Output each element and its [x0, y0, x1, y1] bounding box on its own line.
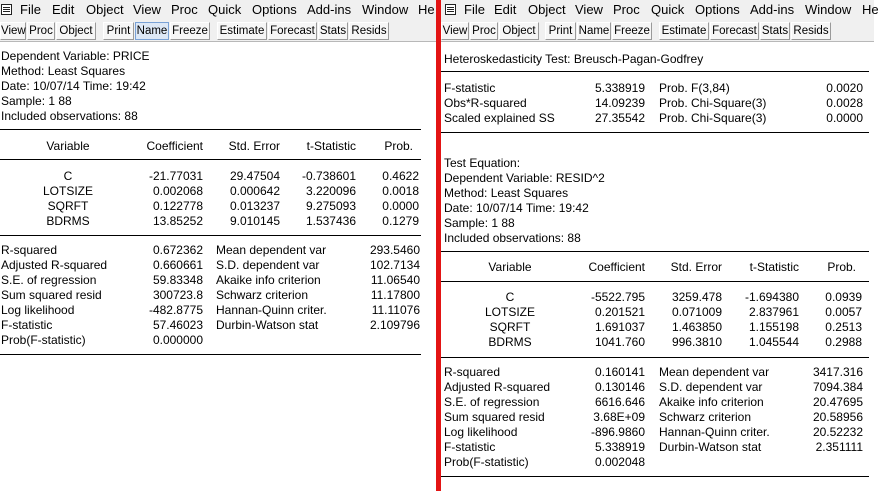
column-header-prob: Prob. [384, 139, 413, 153]
menu-view[interactable]: View [575, 2, 603, 17]
method: Method: Least Squares [1, 64, 126, 78]
menu-edit[interactable]: Edit [494, 2, 517, 17]
left-toolbar [0, 20, 436, 42]
stats-button[interactable]: Stats [760, 22, 790, 40]
left-menubar [0, 0, 436, 20]
print-button[interactable]: Print [545, 22, 576, 40]
proc-button[interactable]: Proc [27, 22, 55, 40]
menu-quick[interactable]: Quick [651, 2, 685, 17]
stats-rule-bottom [0, 354, 421, 355]
menu-addins[interactable]: Add-ins [307, 2, 352, 17]
column-header-std-error: Std. Error [670, 260, 722, 274]
menu-addins[interactable]: Add-ins [750, 2, 795, 17]
column-header-prob: Prob. [827, 260, 856, 274]
menu-object[interactable]: Object [86, 2, 124, 17]
test-equation-label: Test Equation: [444, 156, 521, 170]
column-header-t-statistic: t-Statistic [306, 139, 356, 153]
date-time: Date: 10/07/14 Time: 19:42 [444, 201, 589, 215]
menu-options[interactable]: Options [252, 2, 297, 17]
top-rule [441, 251, 869, 252]
observations: Included observations: 88 [444, 231, 581, 245]
header-rule [441, 281, 869, 282]
menu-proc[interactable]: Proc [613, 2, 640, 17]
column-header-variable: Variable [46, 139, 90, 153]
column-header-coefficient: Coefficient [146, 139, 203, 153]
window-menu-icon[interactable] [1, 4, 12, 15]
print-button[interactable]: Print [103, 22, 134, 40]
resids-button[interactable]: Resids [791, 22, 831, 40]
name-button[interactable]: Name [135, 22, 169, 40]
stats-rule-top [0, 235, 421, 236]
menu-window[interactable]: Window [362, 2, 409, 17]
column-header-std-error: Std. Error [228, 139, 280, 153]
sample: Sample: 1 88 [444, 216, 515, 230]
menu-edit[interactable]: Edit [52, 2, 75, 17]
menu-help-truncated[interactable]: He [418, 2, 435, 17]
sample: Sample: 1 88 [1, 94, 72, 108]
window-menu-icon[interactable] [445, 4, 456, 15]
resids-button[interactable]: Resids [349, 22, 389, 40]
freeze-button[interactable]: Freeze [612, 22, 652, 40]
top-rule [0, 129, 421, 130]
menu-file[interactable]: File [464, 2, 485, 17]
view-button[interactable]: View [0, 22, 26, 40]
menu-help-truncated[interactable]: He [862, 2, 879, 17]
test-rule-top [441, 71, 869, 72]
observations: Included observations: 88 [1, 109, 138, 123]
stats-rule-top [441, 357, 869, 358]
object-button[interactable]: Object [56, 22, 96, 40]
stats-button[interactable]: Stats [318, 22, 348, 40]
menu-object[interactable]: Object [528, 2, 566, 17]
menu-options[interactable]: Options [695, 2, 740, 17]
forecast-button[interactable]: Forecast [710, 22, 759, 40]
object-button[interactable]: Object [499, 22, 539, 40]
right-menubar [441, 0, 879, 20]
left-output-window: File Edit Object View Proc Quick Options Add-ins Window He View Proc Object Print Name Freeze Estimate Forecast Stats Resids Dependent Variable: PRICE Method: Least Squares Date: 10/07/14 Time: 19:42 Sample: 1 88 Included observations: 88 Variable Coefficient Std. Error t-Statistic Prob. C -21.77031 29.47504 -0.738601 0.4622 LOTSIZE 0.002068 0.000642 3.220096 0.0018 SQRFT 0.122778 0.013237 9.275093 0.0000 BDRMS 13.85252 9.010145 1.537436 0.1279 R-squared 0.672362 Mean dependent var 293.5460 Adjusted R-squared 0.660661 S.D. dependent var 102.7134 S.E. of regression 59.83348 Akaike info criterion 11.06540 Sum squared resid 300723.8 Schwarz criterion 11.17800 Log likelihood -482.8775 Hannan-Quinn criter. 11.11076 F-statistic 57.46023 Durbin-Watson stat 2.109796 Prob(F-statistic) 0.000000 [0, 0, 436, 491]
date-time: Date: 10/07/14 Time: 19:42 [1, 79, 146, 93]
menu-file[interactable]: File [20, 2, 41, 17]
right-output-window: File Edit Object View Proc Quick Options Add-ins Window He View Proc Object Print Name Freeze Estimate Forecast Stats Resids Heteroskedasticity Test: Breusch-Pagan-Godfrey F-statistic 5.338919 Prob. F(3,84) 0.0020 Obs*R-squared 14.09239 Prob. Chi-Square(3) 0.0028 Scaled explained SS 27.35542 Prob. Chi-Square(3) 0.0000 Test Equation: Dependent Variable: RESID^2 Method: Least Squares Date: 10/07/14 Time: 19:42 Sample: 1 88 Included observations: 88 Variable Coefficient Std. Error t-Statistic Prob. C -5522.795 3259.478 -1.694380 0.0939 LOTSIZE 0.201521 0.071009 2.837961 0.0057 SQRFT 1.691037 1.463850 1.155198 0.2513 BDRMS 1041.760 996.3810 1.045544 0.2988 R-squared 0.160141 Mean dependent var 3417.316 Adjusted R-squared 0.130146 S.D. dependent var 7094.384 S.E. of regression 6616.646 Akaike info criterion 20.47695 Sum squared resid 3.68E+09 Schwarz criterion 20.58956 Log likelihood -896.9860 Hannan-Quinn criter. 20.52232 F-statistic 5.338919 Durbin-Watson stat 2.351111 Prob(F-statistic) 0.002048 [441, 0, 874, 491]
right-toolbar [441, 20, 874, 42]
name-button[interactable]: Name [577, 22, 611, 40]
menu-window[interactable]: Window [805, 2, 852, 17]
test-rule-bottom [441, 132, 869, 133]
freeze-button[interactable]: Freeze [170, 22, 210, 40]
column-header-variable: Variable [488, 260, 532, 274]
column-header-coefficient: Coefficient [588, 260, 645, 274]
menu-quick[interactable]: Quick [208, 2, 242, 17]
test-title: Heteroskedasticity Test: Breusch-Pagan-Godfrey [444, 52, 704, 66]
view-button[interactable]: View [441, 22, 469, 40]
menu-view[interactable]: View [133, 2, 161, 17]
stats-rule-bottom [441, 476, 869, 477]
column-header-t-statistic: t-Statistic [749, 260, 799, 274]
proc-button[interactable]: Proc [470, 22, 498, 40]
dependent-variable: Dependent Variable: PRICE [1, 49, 150, 63]
estimate-button[interactable]: Estimate [217, 22, 267, 40]
estimate-button[interactable]: Estimate [659, 22, 709, 40]
menu-proc[interactable]: Proc [171, 2, 198, 17]
forecast-button[interactable]: Forecast [268, 22, 317, 40]
header-rule [0, 159, 421, 160]
dependent-variable: Dependent Variable: RESID^2 [444, 171, 605, 185]
method: Method: Least Squares [444, 186, 569, 200]
